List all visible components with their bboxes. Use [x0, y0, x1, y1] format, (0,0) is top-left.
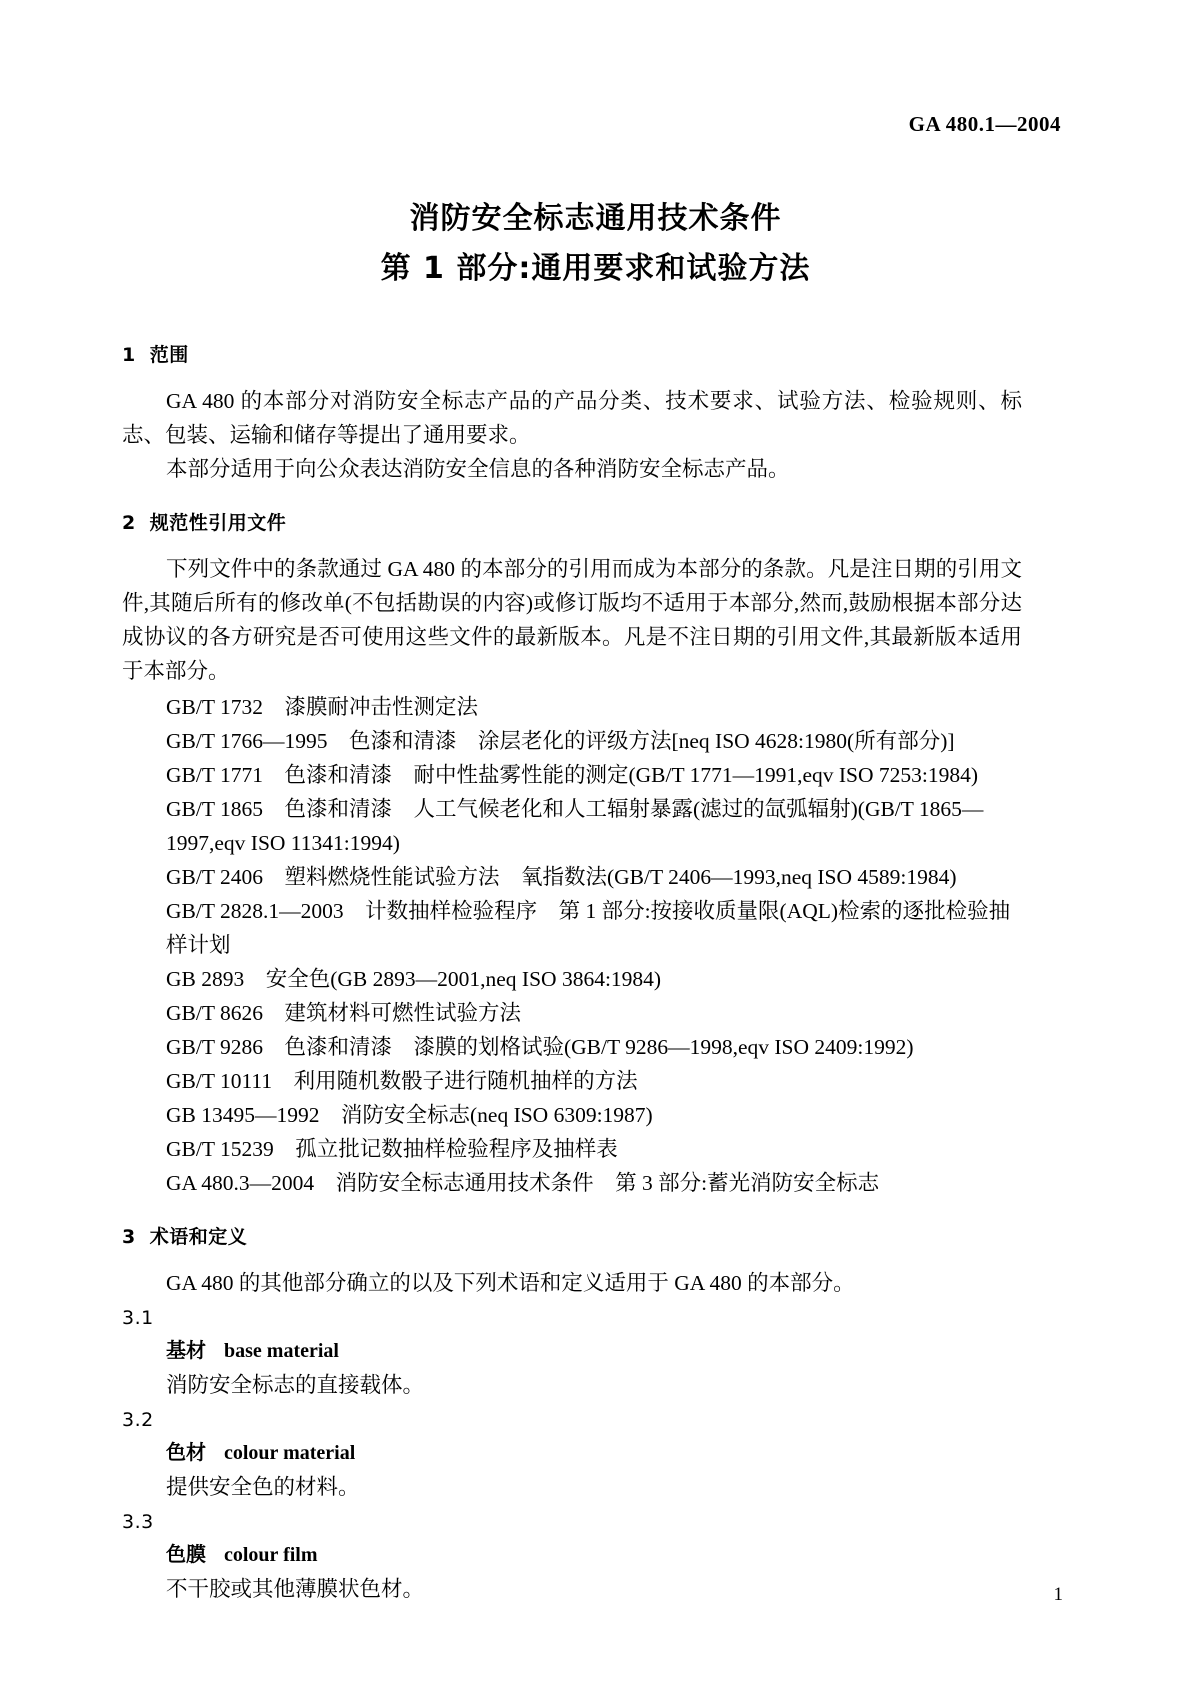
- document-title-block: [0, 196, 1191, 292]
- document-body: [122, 340, 1022, 1606]
- term-name: [122, 1436, 1022, 1470]
- term-entry: [122, 1506, 1022, 1606]
- section-heading-3: [122, 1222, 1022, 1252]
- term-number: 3.2: [122, 1409, 154, 1431]
- term-name-zh: 基材: [166, 1338, 206, 1362]
- term-definition: 消防安全标志的直接载体。: [166, 1373, 425, 1397]
- section-1-paragraph-1: GA 480 的本部分对消防安全标志产品的产品分类、技术要求、试验方法、检验规则、标志、包装、运输和储存等提出了通用要求。: [122, 389, 1022, 447]
- term-number: 3.3: [122, 1511, 154, 1533]
- term-name-en: colour film: [224, 1544, 318, 1566]
- term-name-en: base material: [224, 1340, 339, 1362]
- page-title: 消防安全标志通用技术条件: [409, 201, 782, 236]
- section-2-paragraph-1: 下列文件中的条款通过 GA 480 的本部分的引用而成为本部分的条款。凡是注日期的引用文件,其随后所有的修改单(不包括勘误的内容)或修订版均不适用于本部分,然而,鼓励根据本部分达成协议的各方研究是否可使用这些文件的最新版本。凡是不注日期的引用文件,其最新版本适用于本部分。: [122, 557, 1022, 683]
- section-number-3: 3: [122, 1226, 136, 1248]
- term-name-en: colour material: [224, 1442, 356, 1464]
- term-name: [122, 1538, 1022, 1572]
- reference-item: GB 13495—1992 消防安全标志(neq ISO 6309:1987): [166, 1103, 653, 1127]
- term-name: [122, 1334, 1022, 1368]
- section-number-1: 1: [122, 344, 136, 366]
- term-entry: [122, 1404, 1022, 1504]
- section-title-1: 范围: [149, 344, 189, 366]
- section-title-2: 规范性引用文件: [149, 512, 287, 534]
- reference-item: GB/T 1732 漆膜耐冲击性测定法: [166, 695, 478, 719]
- term-number: 3.1: [122, 1307, 154, 1329]
- section-heading-1: [122, 340, 1022, 370]
- term-name-zh: 色材: [166, 1440, 206, 1464]
- reference-item: GB/T 2406 塑料燃烧性能试验方法 氧指数法(GB/T 2406—1993,neq ISO 4589:1984): [166, 865, 957, 889]
- reference-item: GB/T 9286 色漆和清漆 漆膜的划格试验(GB/T 9286—1998,eqv ISO 2409:1992): [166, 1035, 914, 1059]
- section-1-paragraph-2: 本部分适用于向公众表达消防安全信息的各种消防安全标志产品。: [166, 457, 790, 481]
- term-name-zh: 色膜: [166, 1542, 206, 1566]
- section-number-2: 2: [122, 512, 136, 534]
- term-definition: 不干胶或其他薄膜状色材。: [166, 1577, 425, 1601]
- reference-item: GB/T 15239 孤立批记数抽样检验程序及抽样表: [166, 1137, 618, 1161]
- reference-item: GB/T 1766—1995 色漆和清漆 涂层老化的评级方法[neq ISO 4628:1980(所有部分)]: [166, 729, 955, 753]
- page-number: 1: [1053, 1584, 1063, 1605]
- normative-references-list: [122, 690, 1022, 1200]
- document-header-standard-id: GA 480.1—2004: [908, 112, 1061, 136]
- page-subtitle: 第 1 部分:通用要求和试验方法: [380, 251, 811, 286]
- section-heading-2: [122, 508, 1022, 538]
- section-title-3: 术语和定义: [149, 1226, 248, 1248]
- reference-item: GB/T 10111 利用随机数骰子进行随机抽样的方法: [166, 1069, 638, 1093]
- term-definition: 提供安全色的材料。: [166, 1475, 360, 1499]
- reference-item: GA 480.3—2004 消防安全标志通用技术条件 第 3 部分:蓄光消防安全标志: [166, 1171, 880, 1195]
- reference-item: GB/T 1865 色漆和清漆 人工气候老化和人工辐射暴露(滤过的氙弧辐射)(GB/T 1865—1997,eqv ISO 11341:1994): [166, 797, 984, 855]
- reference-item: GB/T 2828.1—2003 计数抽样检验程序 第 1 部分:按接收质量限(AQL)检索的逐批检验抽样计划: [166, 899, 1011, 957]
- section-3-paragraph-1: GA 480 的其他部分确立的以及下列术语和定义适用于 GA 480 的本部分。: [166, 1271, 855, 1295]
- reference-item: GB 2893 安全色(GB 2893—2001,neq ISO 3864:1984): [166, 967, 662, 991]
- reference-item: GB/T 1771 色漆和清漆 耐中性盐雾性能的测定(GB/T 1771—1991,eqv ISO 7253:1984): [166, 763, 979, 787]
- reference-item: GB/T 8626 建筑材料可燃性试验方法: [166, 1001, 521, 1025]
- term-entry: [122, 1302, 1022, 1402]
